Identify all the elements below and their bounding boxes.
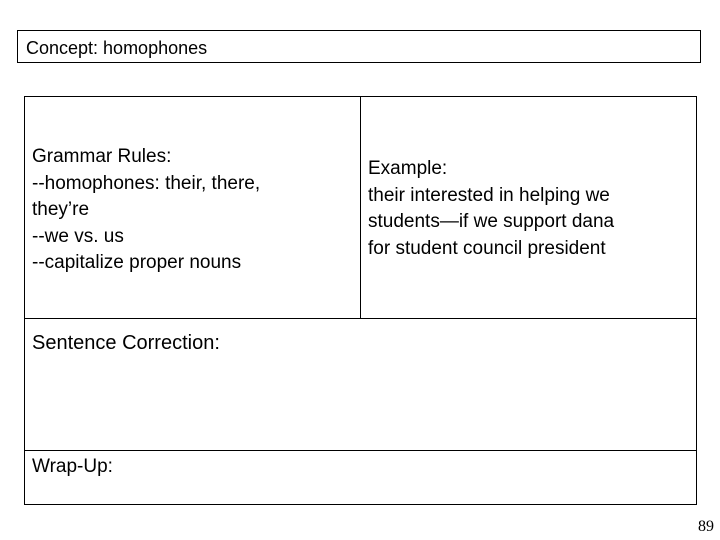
worksheet-grid <box>24 96 697 505</box>
grammar-rule-line: --we vs. us <box>32 225 124 247</box>
column-divider <box>360 97 361 319</box>
wrap-up-cell <box>32 454 113 480</box>
example-heading: Example: <box>368 158 448 179</box>
sentence-correction-heading: Sentence Correction: <box>32 332 220 354</box>
grammar-rule-line: they’re <box>32 199 90 220</box>
example-line: students—if we support dana <box>368 211 615 232</box>
example-line: for student council president <box>368 237 606 259</box>
example-line: their interested in helping we <box>368 184 610 206</box>
row-divider-bottom <box>25 450 696 451</box>
sentence-correction-cell <box>32 330 220 356</box>
example-cell <box>368 156 614 262</box>
concept-box <box>17 30 701 63</box>
wrap-up-heading: Wrap-Up: <box>32 456 113 477</box>
row-divider-top <box>25 318 696 319</box>
grammar-rule-line: --homophones: their, there, <box>32 172 261 194</box>
page-number: 89 <box>698 518 714 535</box>
grammar-rules-cell <box>32 144 260 277</box>
grammar-rule-line: --capitalize proper nouns <box>32 252 242 273</box>
concept-label: Concept: homophones <box>26 38 208 58</box>
grammar-rules-heading: Grammar Rules: <box>32 146 172 167</box>
